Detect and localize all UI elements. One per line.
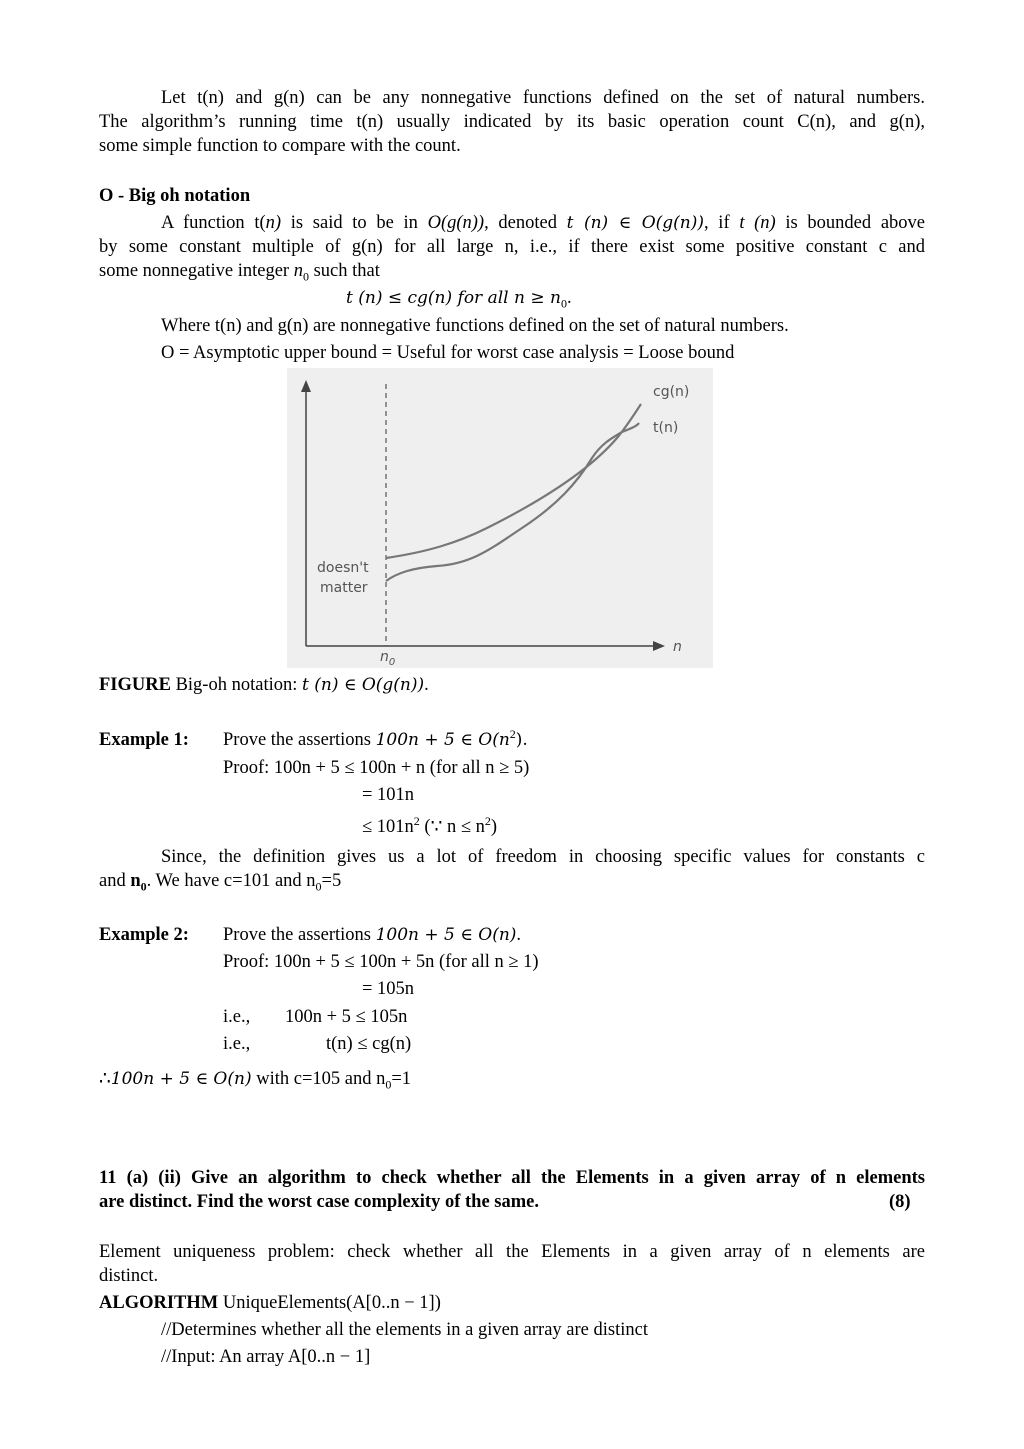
- ex2-stmt-end: .: [516, 925, 522, 945]
- def-text-h: t (n): [739, 213, 776, 233]
- example-1-since-line-2: [99, 869, 341, 893]
- example-1-label: Example 1:: [99, 730, 189, 750]
- where-line: Where t(n) and g(n) are nonnegative functions defined on the set of natural numbers.: [161, 316, 789, 336]
- example-2-conclusion: [99, 1067, 411, 1091]
- def-text-e: , denoted: [484, 213, 567, 233]
- def3-end: such that: [308, 261, 380, 281]
- ex1-eq2-b: (∵ n ≤ n: [419, 817, 485, 837]
- uniqueness-line-1: [99, 1240, 925, 1264]
- example-2-ie-1-expr: 100n + 5 ≤ 105n: [285, 1007, 408, 1027]
- matter-label: matter: [320, 580, 368, 596]
- algorithm-keyword: ALGORITHM: [99, 1293, 219, 1313]
- ex1-eq2-sup: 2: [413, 813, 420, 828]
- since2-c: 0: [140, 879, 147, 894]
- n-axis-label: n: [673, 639, 682, 655]
- intro-line-3: some simple function to compare with the count.: [99, 136, 461, 156]
- algorithm-comment-1: //Determines whether all the elements in a given array are distinct: [161, 1320, 648, 1340]
- question-line-1-text: 11 (a) (ii) Give an algorithm to check whether all the Elements in a given array of n elements: [99, 1168, 925, 1188]
- def-text-a: A function t(: [161, 213, 266, 233]
- caption-end: .: [424, 675, 429, 695]
- formula-math: t (n) ≤ cg(n) for all n ≥ n: [346, 288, 561, 308]
- intro-line-1-text: Let t(n) and g(n) can be any nonnegative functions defined on the set of natural numbers.: [161, 88, 925, 108]
- algorithm-comment-2: //Input: An array A[0..n − 1]: [161, 1347, 371, 1367]
- caption-bold: FIGURE: [99, 675, 171, 695]
- def-math: t (n) ∈ O(g(n)): [566, 213, 704, 233]
- since2-e: 0: [315, 879, 322, 894]
- example-1-eq-2: [362, 815, 497, 839]
- algorithm-header: [99, 1291, 441, 1315]
- section-heading: O - Big oh notation: [99, 186, 251, 206]
- example-2-ie-2-expr: t(n) ≤ cg(n): [326, 1034, 412, 1054]
- big-oh-figure: [287, 368, 713, 668]
- example-2-proof: Proof: 100n + 5 ≤ 100n + 5n (for all n ≥ 1): [223, 952, 539, 972]
- def-text-c: is said to be in: [281, 213, 428, 233]
- caption-math: t (n) ∈ O(g(n)): [302, 675, 425, 695]
- big-oh-graph: [287, 368, 713, 668]
- example-1-statement: [223, 728, 528, 752]
- intro-line-1: [161, 86, 925, 110]
- example-2-label: Example 2:: [99, 925, 189, 945]
- ex1-stmt-math: 100n + 5 ∈ O(n: [375, 730, 510, 750]
- ex1-eq2-a: ≤ 101n: [362, 817, 414, 837]
- cg-label: cg(n): [653, 384, 690, 400]
- formula-sub: 0: [560, 296, 567, 311]
- since-line-1-text: Since, the definition gives us a lot of freedom in choosing specific values for constants c: [161, 847, 925, 867]
- example-2-eq-1: = 105n: [362, 979, 415, 999]
- example-2-ie-2: i.e.,: [223, 1034, 251, 1054]
- definition-line-1: [161, 211, 925, 235]
- example-2-statement: [223, 923, 521, 947]
- since2-b: n: [130, 871, 141, 891]
- definition-formula: t (n) ≤ cg(n) for all $n \ge n_0$.: [346, 288, 572, 311]
- definition-line-3: [99, 259, 380, 283]
- def3-n: n: [293, 261, 303, 281]
- uniqueness-line-1-text: Element uniqueness problem: check whether all the Elements in a given array of n elements are: [99, 1242, 925, 1262]
- def-text-g: , if: [704, 213, 740, 233]
- definition-line-2-text: by some constant multiple of g(n) for all large n, i.e., if there exist some positive constant c and: [99, 237, 925, 257]
- bound-line: O = Asymptotic upper bound = Useful for worst case analysis = Loose bound: [161, 343, 735, 363]
- t-curve: [386, 423, 639, 581]
- concl-end: =1: [391, 1069, 412, 1089]
- intro-line-2-text: The algorithm’s running time t(n) usually indicated by its basic operation count C(n), and g(n),: [99, 112, 925, 132]
- definition-line-2: [99, 235, 925, 259]
- concl-text: with c=105 and n: [251, 1069, 386, 1089]
- figure-caption: [99, 673, 429, 697]
- ex1-stmt-end: ).: [515, 730, 528, 750]
- def3-text: some nonnegative integer: [99, 261, 294, 281]
- doesnt-label: doesn't: [317, 560, 369, 576]
- def-text-d: O(g(n)): [427, 213, 485, 233]
- example-1-proof: Proof: 100n + 5 ≤ 100n + n (for all n ≥ 5): [223, 758, 530, 778]
- ex1-eq2-c: ): [490, 817, 498, 837]
- caption-text: Big-oh notation:: [170, 675, 302, 695]
- since2-f: =5: [321, 871, 342, 891]
- ex1-eq2-sup2: 2: [484, 813, 491, 828]
- example-2-ie-1: i.e.,: [223, 1007, 251, 1027]
- algorithm-name: UniqueElements(A[0..n − 1]): [218, 1293, 441, 1313]
- concl-math: 100n + 5 ∈ O(n): [110, 1069, 252, 1089]
- example-1-eq-1: = 101n: [362, 785, 415, 805]
- since2-d: . We have c=101 and n: [146, 871, 316, 891]
- x-axis-arrow: [653, 641, 665, 651]
- def3-sub: 0: [302, 269, 309, 284]
- n0-label: $n_0$: [380, 649, 396, 668]
- t-label: t(n): [653, 420, 679, 436]
- uniqueness-line-2: distinct.: [99, 1266, 159, 1286]
- intro-line-2: [99, 110, 925, 134]
- y-axis-arrow: [301, 380, 311, 392]
- question-line-2: are distinct. Find the worst case complexity of the same.: [99, 1192, 539, 1212]
- example-1-since-line-1: [161, 845, 925, 869]
- ex1-stmt-sup: 2: [509, 726, 516, 741]
- concl-therefore: ∴: [99, 1069, 111, 1089]
- since2-a: and: [99, 871, 131, 891]
- question-marks: (8): [889, 1192, 911, 1212]
- def-text-b: n): [265, 213, 282, 233]
- question-line-1: [99, 1166, 925, 1190]
- ex2-stmt-text: Prove the assertions: [223, 925, 376, 945]
- def-text-i: is bounded above: [775, 213, 925, 233]
- ex1-stmt-text: Prove the assertions: [223, 730, 376, 750]
- ex2-stmt-math: 100n + 5 ∈ O(n): [375, 925, 517, 945]
- concl-sub: 0: [385, 1077, 392, 1092]
